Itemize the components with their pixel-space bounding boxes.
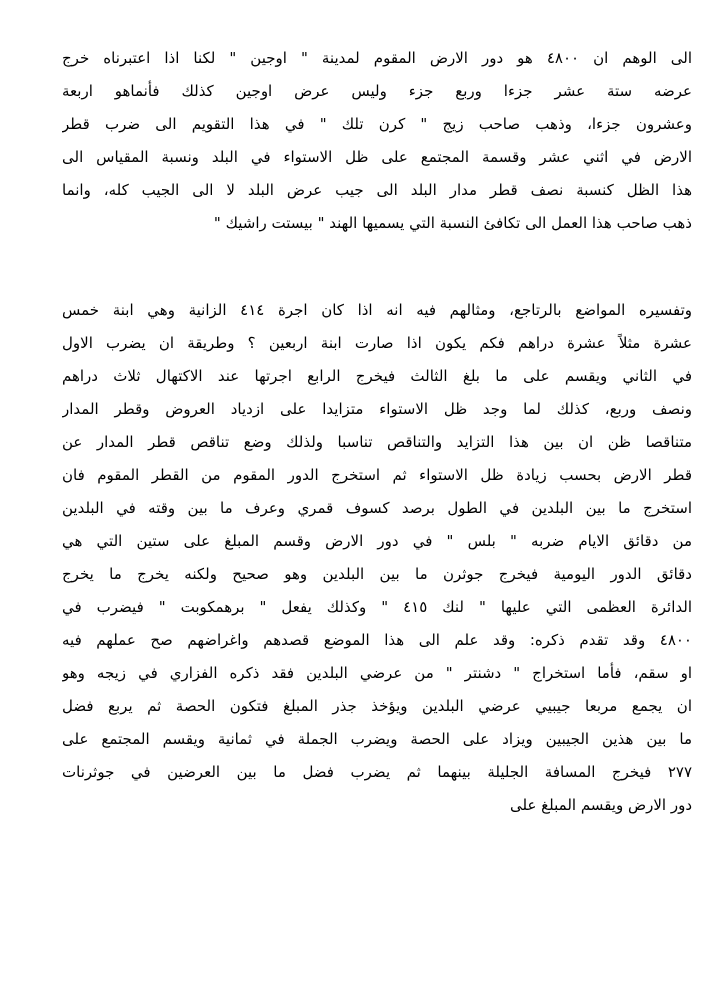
text-line: ذهب صاحب هذا العمل الى تكافئ النسبة التي يسميها الهند " بيستت راشيك " <box>213 214 692 232</box>
text-line: متناقصا ظن ان بين هذا التزايد والتناقص تناسبا ولذلك وضع تناقص قطر المدار عن <box>62 433 692 451</box>
text-line: الى الوهم ان ٤٨٠٠ هو دور الارض المقوم لمدينة " اوجين " لكنا اذا اعتبرناه خرج <box>62 49 692 67</box>
text-line: الارض في اثني عشر وقسمة المجتمع على ظل الاستواء في البلد ونسبة المقياس الى <box>62 148 692 166</box>
paragraph-1 <box>62 42 692 240</box>
text-line: ٢٧٧ فيخرج المسافة الجليلة بينهما ثم يضرب فضل ما بين العرضين في جوثرنات <box>62 763 692 781</box>
text-line: وتفسيره المواضع بالرتاجع، ومثالهم فيه انه اذا كان اجرة ٤١٤ الزانية وهي ابنة خمس <box>62 301 692 319</box>
text-line: قطر الارض بحسب زيادة ظل الاستواء ثم استخرج الدور المقوم من القطر المقوم فان <box>62 466 692 484</box>
text-line: وعشرون جزءا، وذهب صاحب زيج " كرن تلك " في هذا التقويم الى ضرب قطر <box>62 115 692 133</box>
text-line: عرضه ستة عشر جزءا وربع جزء وليس عرض اوجين كذلك فأنماهو اربعة <box>62 82 692 100</box>
paragraph-2 <box>62 294 692 822</box>
text-line: ٤٨٠٠ وقد تقدم ذكره: وقد علم الى هذا الموضع قصدهم واغراضهم صح عملهم فيه <box>62 631 692 649</box>
text-line: ان يجمع مربعا جيبيي عرضي البلدين ويؤخذ جذر المبلغ فتكون الحصة ثم يربع فضل <box>62 697 692 715</box>
text-line: استخرج ما بين البلدين في الطول برصد كسوف قمري وعرف ما بين وقته في البلدين <box>62 499 692 517</box>
text-line: ونصف وربع، كذلك لما وجد ظل الاستواء متزايدا على ازدياد العروض وقطر المدار <box>62 400 692 418</box>
text-line: عشرة مثلاً عشرة دراهم فكم يكون اذا صارت ابنة اربعين ؟ وطريقة ان يضرب الاول <box>62 334 692 352</box>
text-line: الدائرة العظمى التي عليها " لنك ٤١٥ " وكذلك يفعل " برهمكوبت " فيضرب في <box>62 598 692 616</box>
text-line: من دقائق الايام ضربه " بلس " في دور الارض وقسم المبلغ على ستين التي هي <box>62 532 692 550</box>
text-line: دور الارض ويقسم المبلغ على <box>509 796 692 814</box>
text-line: ما بين هذين الجيبين ويزاد على الحصة ويضرب الجملة في ثمانية ويقسم المجتمع على <box>62 730 692 748</box>
text-line: او سقم، فأما استخراج " دشنتر " من عرضي البلدين فقد ذكره الفزاري في زيجه وهو <box>62 664 692 682</box>
text-line: دقائق الدور اليومية فيخرج جوثرن ما بين البلدين وهو صحيح ولكنه يخرج ما يخرج <box>62 565 692 583</box>
text-line: هذا الظل كنسبة نصف قطر مدار البلد الى جيب عرض البلد لا الى الجيب كله، وانما <box>62 181 692 199</box>
text-line: في الثاني ويقسم على ما بلغ الثالث فيخرج الرابع اجرتها عند الاكتهال ثلاث دراهم <box>62 367 692 385</box>
